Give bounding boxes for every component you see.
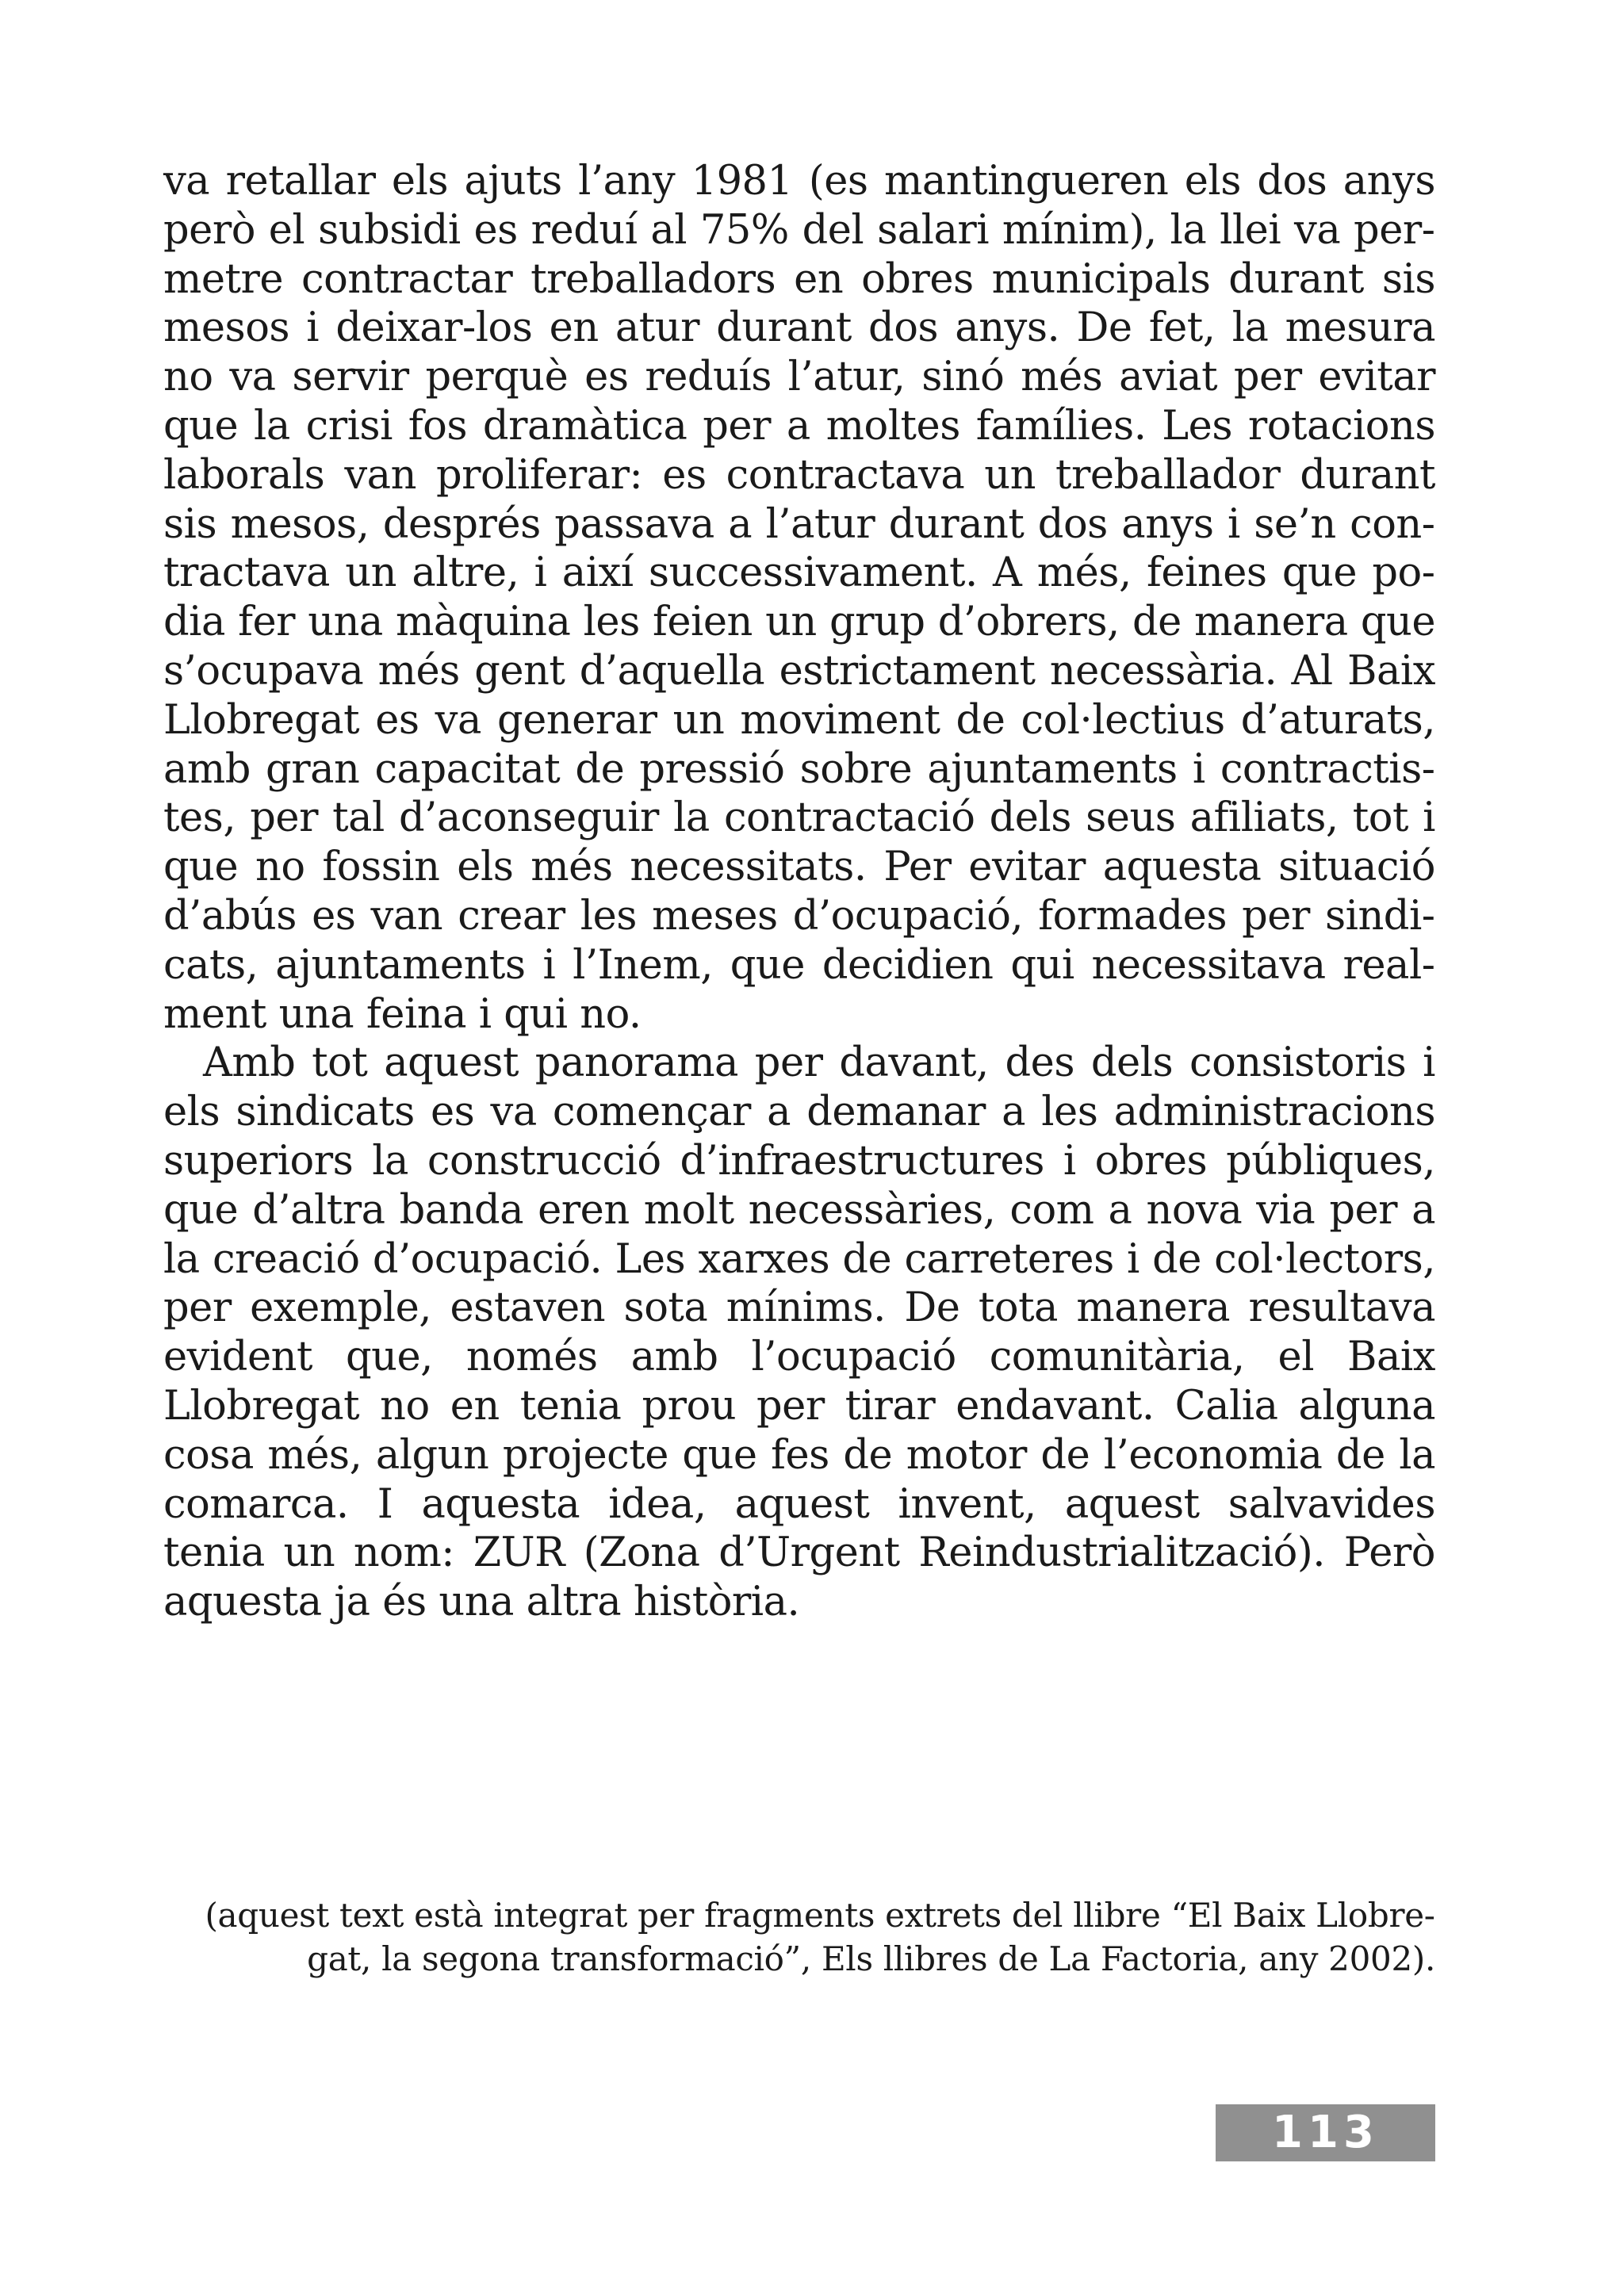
source-note: (aquest text està integrat per fragments extrets del llibre “El Baix Llobregat, la segona transformació”, Els llibres de La Factoria, any 2002). bbox=[205, 1896, 1435, 1978]
page-number: 113 bbox=[1272, 2107, 1379, 2158]
paragraph-1: va retallar els ajuts l’any 1981 (es mantingueren els dos anys però el subsidi es reduí al 75% del salari mínim), la llei va permetre contractar treballadors en obres municipals durant sis mesos i deixar-los en atur durant dos anys. De fet, la mesura no va servir perquè es reduís l’atur, sinó més aviat per evitar que la crisi fos dramàtica per a moltes famílies. Les rotacions laborals van proliferar: es contractava un treballador durant sis mesos, després passava a l’atur durant dos anys i se’n contractava un altre, i així successivament. A més, feines que podia fer una màquina les feien un grup d’obrers, de manera que s’ocupava més gent d’aquella estrictament necessària. Al Baix Llobregat es va generar un moviment de col·lectius d’aturats, amb gran capacitat de pressió sobre ajuntaments i contractistes, per tal d’aconseguir la contractació dels seus afiliats, tot i que no fossin els més necessitats. Per evitar aquesta situació d’abús es van crear les meses d’ocupació, formades per sindicats, ajuntaments i l’Inem, que decidien qui necessitava realment una feina i qui no. bbox=[163, 158, 1435, 1038]
body-text bbox=[163, 157, 1435, 1627]
page-number-box bbox=[1216, 2104, 1435, 2161]
paragraph-2: Amb tot aquest panorama per davant, des dels consistoris i els sindicats es va començar a demanar a les administracions superiors la construcció d’infraestructures i obres públiques, que d’altra banda eren molt necessàries, com a nova via per a la creació d’ocupació. Les xarxes de carreteres i de col·lectors, per exemple, estaven sota mínims. De tota manera resultava evident que, només amb l’ocupació comunitària, el Baix Llobregat no en tenia prou per tirar endavant. Calia alguna cosa més, algun projecte que fes de motor de l’economia de la comarca. I aquesta idea, aquest invent, aquest salvavides tenia un nom: ZUR (Zona d’Urgent Reindustrialització). Però aquesta ja és una altra història. bbox=[163, 1039, 1435, 1626]
